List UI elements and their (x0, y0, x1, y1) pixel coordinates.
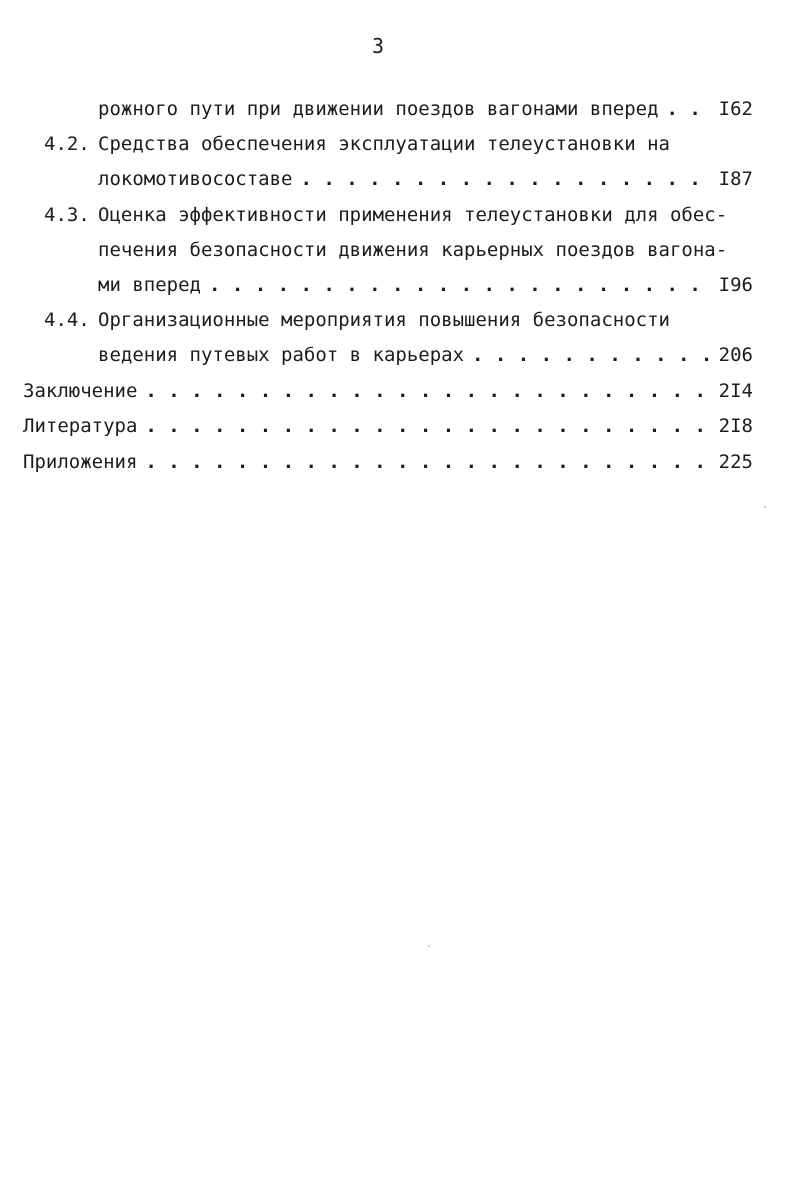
dot-leader (667, 96, 713, 122)
toc-page-number: I87 (718, 168, 753, 190)
toc-entry-appendices (23, 449, 753, 475)
toc-entry-4-3-line-2 (98, 237, 727, 263)
section-number-4-2: 4.2. (44, 133, 90, 155)
toc-page-number: I96 (718, 274, 753, 296)
toc-page-number: 225 (718, 451, 753, 473)
toc-entry-text: Организационные мероприятия повышения безопасности (98, 309, 670, 331)
toc-page-number: 206 (718, 344, 753, 366)
toc-entry-4-2-line-1 (98, 131, 670, 157)
scan-speck (428, 945, 430, 947)
toc-entry-4-3-line-3 (98, 272, 753, 298)
dot-leader (472, 342, 713, 368)
toc-entry-text: Средства обеспечения эксплуатации телеустановки на (98, 133, 670, 155)
toc-entry-text: Приложения (23, 451, 138, 473)
toc-entry-text: Заключение (23, 380, 138, 402)
dot-leader (209, 272, 713, 298)
toc-entry-literature (23, 413, 753, 439)
toc-entry-text: локомотивосоставе (98, 168, 293, 190)
toc-entry-4-3-line-1 (98, 202, 727, 228)
toc-entry-4-2-line-2 (98, 166, 753, 192)
dot-leader (300, 166, 712, 192)
toc-entry-text: ми вперед (98, 274, 201, 296)
scan-speck (764, 506, 766, 508)
toc-entry-4-1-continuation (98, 96, 753, 122)
toc-page-number: 2I8 (718, 415, 753, 437)
toc-page-number: 2I4 (718, 380, 753, 402)
toc-entry-text: ведения путевых работ в карьерах (98, 344, 465, 366)
toc-entry-text: рожного пути при движении поездов вагонами вперед (98, 98, 659, 120)
section-number-4-4: 4.4. (44, 309, 90, 331)
toc-entry-conclusion (23, 378, 753, 404)
page-number: 3 (372, 34, 385, 58)
dot-leader (145, 378, 712, 404)
toc-entry-text: печения безопасности движения карьерных поездов вагона- (98, 239, 728, 261)
section-number-4-3: 4.3. (44, 204, 90, 226)
toc-entry-text: Литература (23, 415, 138, 437)
toc-entry-4-4-line-1 (98, 307, 670, 333)
toc-entry-4-4-line-2 (98, 342, 753, 368)
toc-entry-text: Оценка эффективности применения телеустановки для обес- (98, 204, 728, 226)
dot-leader (145, 413, 712, 439)
dot-leader (145, 449, 712, 475)
toc-page-number: I62 (718, 98, 753, 120)
